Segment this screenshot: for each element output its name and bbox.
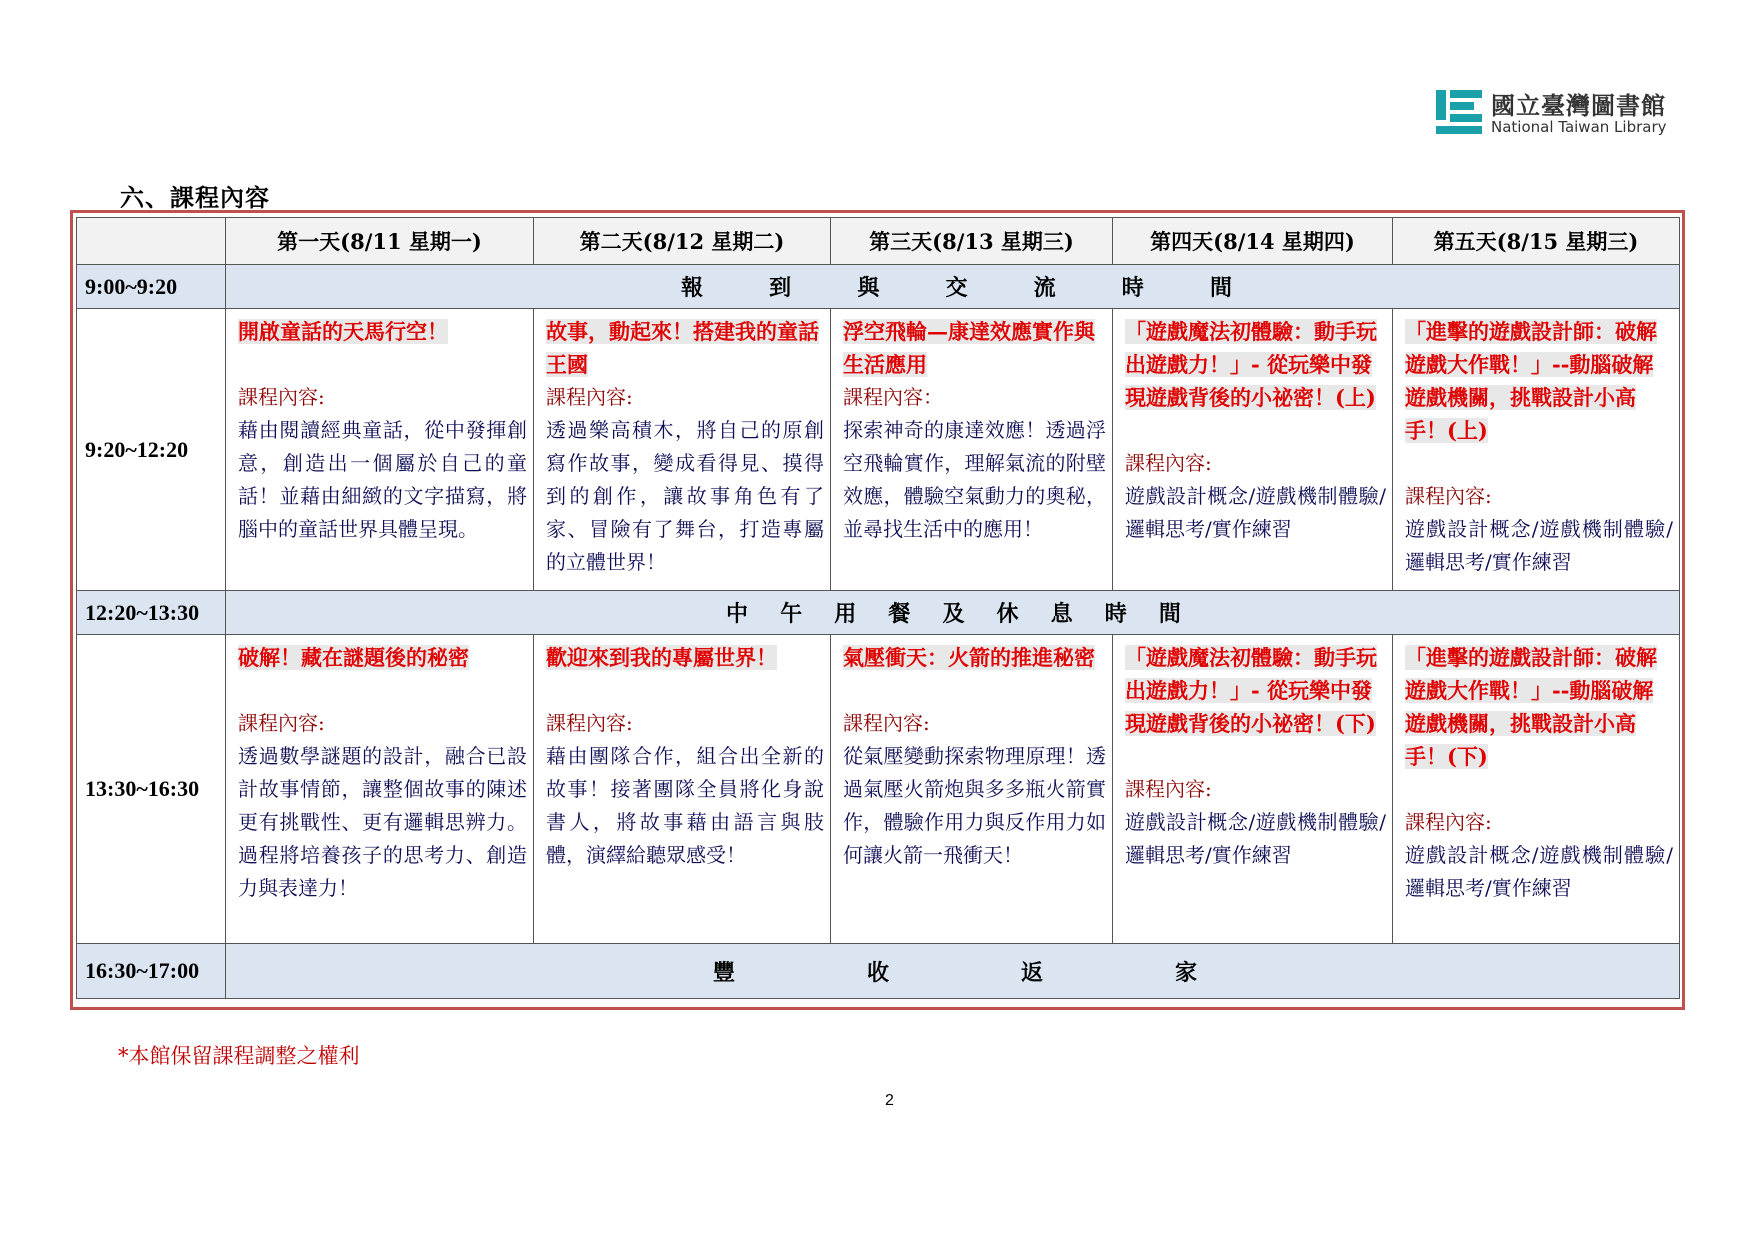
course-description: 藉由團隊合作，組合出全新的故事！接著團隊全員將化身說書人，將故事藉由語言與肢體，演繹給聽眾感受！ xyxy=(546,744,824,867)
course-cell xyxy=(831,309,1113,591)
course-title: 「遊戲魔法初體驗：動手玩出遊戲力！」- 從玩樂中發現遊戲背後的小祕密！(下) xyxy=(1125,645,1377,736)
band-char: 返 xyxy=(1020,959,1043,986)
time-slot: 13:30~16:30 xyxy=(77,635,226,944)
course-label: 課程內容: xyxy=(546,385,633,409)
course-label: 課程內容: xyxy=(1125,777,1212,801)
course-cell xyxy=(226,309,534,591)
band-char: 流 xyxy=(1033,275,1056,301)
course-title: 浮空飛輪—康達效應實作與生活應用 xyxy=(843,319,1095,377)
time-slot: 12:20~13:30 xyxy=(77,591,226,635)
course-cell xyxy=(534,635,831,944)
course-cell xyxy=(1113,309,1393,591)
morning-row xyxy=(77,309,1680,591)
band-char: 家 xyxy=(1174,959,1197,986)
course-label: 課程內容: xyxy=(238,711,325,735)
course-label: 課程內容： xyxy=(843,385,943,409)
lunch-band xyxy=(226,591,1680,635)
course-label: 課程內容: xyxy=(238,385,325,409)
lunch-row xyxy=(77,591,1680,635)
course-description: 透過樂高積木，將自己的原創寫作故事，變成看得見、摸得到的創作，讓故事角色有了家、冒險有了舞台，打造專屬的立體世界！ xyxy=(546,418,824,574)
band-char: 間 xyxy=(1209,275,1232,301)
course-description: 遊戲設計概念/遊戲機制體驗/邏輯思考/實作練習 xyxy=(1125,484,1386,541)
course-description: 遊戲設計概念/遊戲機制體驗/邏輯思考/實作練習 xyxy=(1125,810,1386,867)
course-cell xyxy=(1393,635,1680,944)
course-description: 透過數學謎題的設計，融合已設計故事情節，讓整個故事的陳述更有挑戰性、更有邏輯思辨力。過程將培養孩子的思考力、創造力與表達力！ xyxy=(238,744,527,900)
day-header: 第五天(8/15 星期三) xyxy=(1393,218,1680,265)
band-char: 午 xyxy=(780,601,803,627)
closing-band xyxy=(226,944,1680,999)
course-title: 「進擊的遊戲設計師：破解遊戲大作戰！」--動腦破解遊戲機關，挑戰設計小高手！(上) xyxy=(1405,319,1657,443)
day-header: 第三天(8/13 星期三) xyxy=(831,218,1113,265)
course-title: 「遊戲魔法初體驗：動手玩出遊戲力！」- 從玩樂中發現遊戲背後的小祕密！(上) xyxy=(1125,319,1377,410)
section-title: 六、課程內容 xyxy=(120,183,270,212)
band-char: 與 xyxy=(857,275,880,301)
course-description: 從氣壓變動探索物理原理！透過氣壓火箭炮與多多瓶火箭實作，體驗作用力與反作用力如何讓火箭一飛衝天！ xyxy=(843,744,1106,867)
course-cell xyxy=(831,635,1113,944)
closing-row xyxy=(77,944,1680,999)
library-logo xyxy=(1436,88,1676,140)
checkin-row xyxy=(77,265,1680,309)
table-header-row xyxy=(77,218,1680,265)
course-label: 課程內容: xyxy=(843,711,930,735)
band-char: 餐 xyxy=(888,601,911,627)
course-cell xyxy=(1113,635,1393,944)
day-header: 第一天(8/11 星期一) xyxy=(226,218,534,265)
band-char: 用 xyxy=(834,601,857,627)
course-label: 課程內容: xyxy=(1405,484,1492,508)
band-char: 收 xyxy=(866,959,889,986)
logo-chinese-name: 國立臺灣圖書館 xyxy=(1491,92,1666,120)
band-char: 豐 xyxy=(713,959,736,986)
course-title: 「進擊的遊戲設計師：破解遊戲大作戰！」--動腦破解遊戲機關，挑戰設計小高手！(下) xyxy=(1405,645,1657,769)
band-char: 時 xyxy=(1104,601,1127,627)
time-slot: 9:20~12:20 xyxy=(77,309,226,591)
band-char: 休 xyxy=(996,601,1019,627)
day-header: 第二天(8/12 星期二) xyxy=(534,218,831,265)
course-cell xyxy=(226,635,534,944)
course-title: 歡迎來到我的專屬世界！ xyxy=(546,645,777,670)
band-char: 到 xyxy=(769,275,792,301)
course-title: 氣壓衝天：火箭的推進秘密 xyxy=(843,645,1095,670)
time-slot: 16:30~17:00 xyxy=(77,944,226,999)
course-title: 破解！藏在謎題後的秘密 xyxy=(238,645,469,670)
course-description: 遊戲設計概念/遊戲機制體驗/邏輯思考/實作練習 xyxy=(1405,517,1673,574)
schedule-table xyxy=(76,217,1680,999)
day-header: 第四天(8/14 星期四) xyxy=(1113,218,1393,265)
course-description: 探索神奇的康達效應！透過浮空飛輪實作，理解氣流的附壁效應，體驗空氣動力的奧秘，並尋找生活中的應用！ xyxy=(843,418,1106,541)
course-label: 課程內容: xyxy=(1125,451,1212,475)
time-slot: 9:00~9:20 xyxy=(77,265,226,309)
afternoon-row xyxy=(77,635,1680,944)
checkin-band xyxy=(226,265,1680,309)
band-char: 交 xyxy=(945,275,968,301)
library-logo-icon xyxy=(1436,90,1482,134)
rights-note: *本館保留課程調整之權利 xyxy=(118,1044,360,1068)
band-char: 息 xyxy=(1050,601,1073,627)
band-char: 及 xyxy=(942,601,965,627)
band-char: 時 xyxy=(1121,275,1144,301)
course-cell xyxy=(1393,309,1680,591)
course-description: 藉由閱讀經典童話，從中發揮創意，創造出一個屬於自己的童話！並藉由細緻的文字描寫，將腦中的童話世界具體呈現。 xyxy=(238,418,527,541)
course-label: 課程內容: xyxy=(546,711,633,735)
band-char: 間 xyxy=(1158,601,1181,627)
corner-cell xyxy=(77,218,226,265)
band-char: 中 xyxy=(726,601,749,627)
course-description: 遊戲設計概念/遊戲機制體驗/邏輯思考/實作練習 xyxy=(1405,843,1673,900)
band-char: 報 xyxy=(681,275,704,301)
course-cell xyxy=(534,309,831,591)
course-label: 課程內容: xyxy=(1405,810,1492,834)
page-number: 2 xyxy=(885,1092,894,1109)
logo-english-name: National Taiwan Library xyxy=(1491,118,1667,136)
course-title: 開啟童話的天馬行空！ xyxy=(238,319,448,344)
course-title: 故事，動起來！搭建我的童話王國 xyxy=(546,319,819,377)
